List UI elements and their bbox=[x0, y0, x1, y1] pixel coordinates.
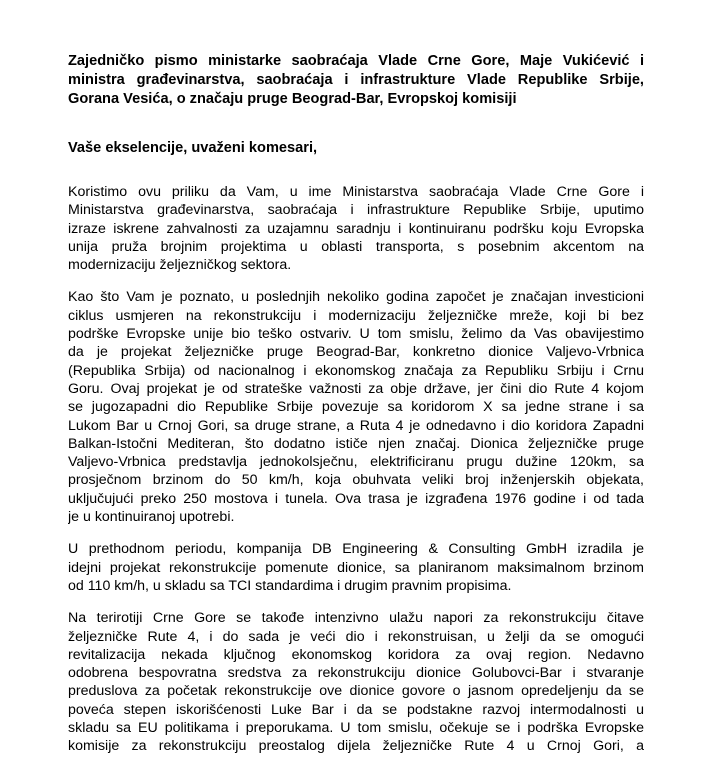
text-line: Lukom Bar u Crnoj Gori, sa druge strane, a Ruta 4 je odnedavno i dio koridora Zapadni bbox=[68, 417, 644, 434]
text-line: se jugozapadni dio Republike Srbije povezuje sa koridorom X sa jedne strane i sa bbox=[68, 399, 644, 416]
text-line: Na terirotiji Crne Gore se takođe intenzivno ulažu napori za rekonstrukciju čitave bbox=[68, 610, 644, 627]
text-line: Ministarstva građevinarstva, saobraćaja i infrastrukture Republike Srbije, uputimo bbox=[68, 202, 644, 219]
paragraph-4 bbox=[68, 609, 644, 755]
salutation: Vaše ekselencije, uvaženi komesari, bbox=[68, 140, 318, 156]
text-line: prosječnom brzinom do 50 km/h, koja obuhvata veliki broj inženjerskih objekata, bbox=[68, 472, 644, 489]
text-line: Kao što Vam je poznato, u poslednjih nekoliko godina započet je značajan investicioni bbox=[68, 289, 644, 306]
paragraph-1 bbox=[68, 183, 644, 274]
text-line: Balkan-Istočni Mediteran, što dodatno ističe njen značaj. Dionica željezničke pruge bbox=[68, 435, 644, 452]
text-line: poveća stepen iskorišćenosti Luke Bar i da se podstakne razvoj intermodalnosti u bbox=[68, 701, 644, 718]
text-line: izraze iskrene zahvalnosti za uzajamnu saradnju i kontinuiranu podršku koju Evropska bbox=[68, 220, 644, 237]
text-line: da je projekat željezničke pruge Beograd-Bar, konkretno dionice Valjevo-Vrbnica bbox=[68, 344, 644, 361]
letter-title bbox=[68, 52, 644, 109]
title-line: Zajedničko pismo ministarke saobraćaja Vlade Crne Gore, Maje Vukićević i bbox=[68, 53, 644, 69]
text-line: odobrena bespovratna sredstva za rekonstrukciju dionice Golubovci-Bar i stvaranje bbox=[68, 665, 644, 682]
text-line: modernizaciju željezničkog sektora. bbox=[68, 257, 292, 274]
text-line: preduslova za početak rekonstrukcije ove dionice govore o jasnom opredeljenju da se bbox=[68, 683, 644, 700]
text-line: Koristimo ovu priliku da Vam, u ime Ministarstva saobraćaja Vlade Crne Gore i bbox=[68, 184, 644, 200]
title-line: ministra građevinarstva, saobraćaja i infrastrukture Vlade Republike Srbije, bbox=[68, 72, 644, 88]
text-line: U prethodnom periodu, kompanija DB Engineering & Consulting GmbH izradila je bbox=[68, 541, 644, 558]
text-line: Goru. Ovaj projekat je od strateške važnosti za obje države, jer čini dio Rute 4 kojom bbox=[68, 380, 644, 397]
text-line: komisije za rekonstrukciju preostalog dijela željezničke Rute 4 u Crnoj Gori, a bbox=[68, 738, 644, 755]
text-line: revitalizacija nekada ključnog ekonomskog koridora za ovaj region. Nedavno bbox=[68, 646, 644, 663]
letter-body bbox=[68, 183, 644, 770]
text-line: uključujući preko 250 mostova i tunela. Ova trasa je izgrađena 1976 godine i od tada bbox=[68, 490, 644, 507]
title-line: Gorana Vesića, o značaju pruge Beograd-Bar, Evropskoj komisiji bbox=[68, 91, 517, 107]
text-line: podrške Evropske unije bio teško ostvariv. U tom smislu, želimo da Vas obavijestimo bbox=[68, 326, 644, 343]
text-line: ciklus usmjeren na rekonstrukciju i modernizaciju željezničke mreže, koji bi bez bbox=[68, 307, 644, 324]
text-line: Valjevo-Vrbnica predstavlja jednokolsječnu, elektrificiranu prugu dužine 120km, sa bbox=[68, 454, 644, 471]
text-line: skladu sa EU politikama i preporukama. U tom smislu, očekuje se i podrška Evropske bbox=[68, 720, 644, 737]
paragraph-2 bbox=[68, 288, 644, 526]
text-line: (Republika Srbija) od nacionalnog i ekonomskog značaja za Republiku Srbiju i Crnu bbox=[68, 362, 644, 379]
text-line: od 110 km/h, u skladu sa TCI standardima i drugim pravnim propisima. bbox=[68, 577, 512, 594]
text-line: željezničke Rute 4, i do sada je veći dio i rekonstruisan, u želji da se omogući bbox=[68, 628, 644, 645]
text-line: je u kontinuiranoj upotrebi. bbox=[68, 509, 235, 526]
paragraph-3 bbox=[68, 540, 644, 595]
text-line: unija pruža brojnim projektima u oblasti transporta, s posebnim akcentom na bbox=[68, 238, 644, 255]
text-line: idejni projekat rekonstrukcije pomenute dionice, sa planiranom maksimalnom brzinom bbox=[68, 559, 644, 576]
